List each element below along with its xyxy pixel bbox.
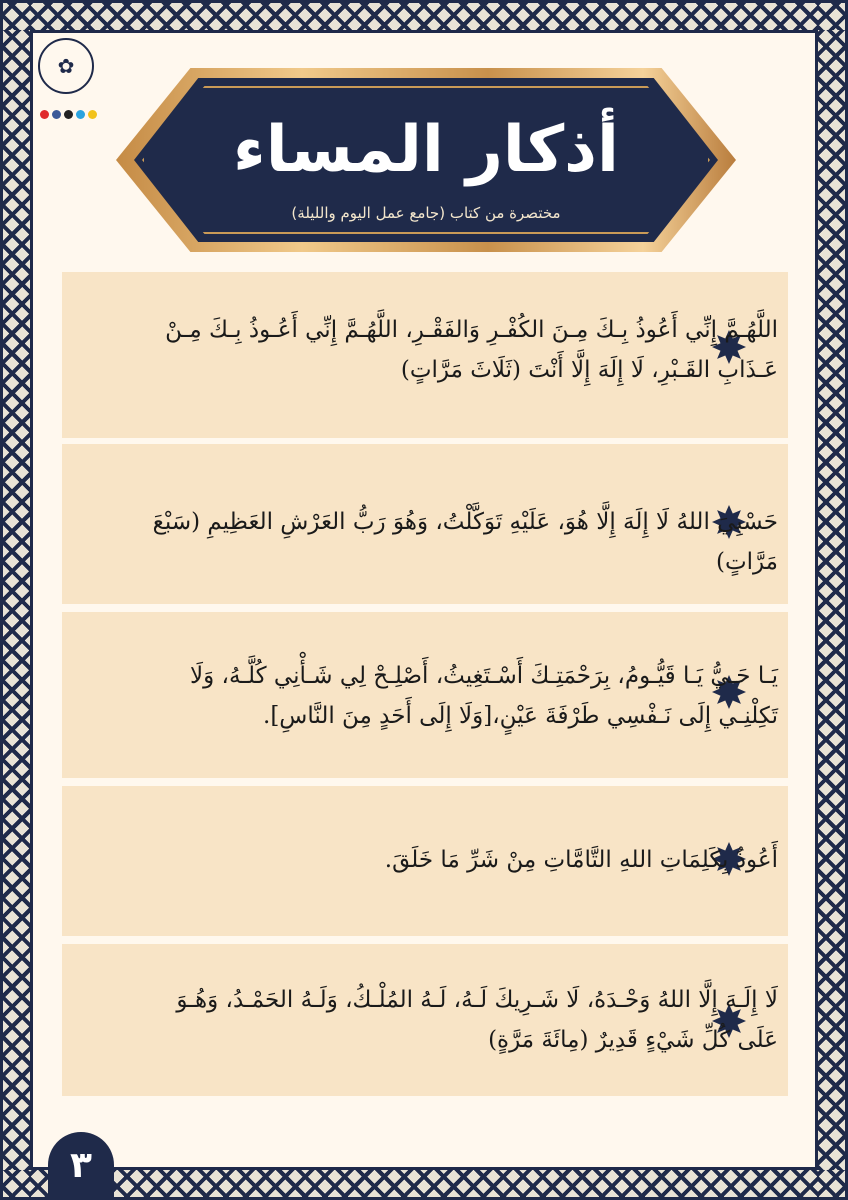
dhikr-text-3: يَـا حَـيُّ يَـا قَيُّـومُ، بِرَحْمَتِـكَ أَسْـتَغِيثُ، أَصْلِـحْ لِي شَـأْنِي كُلَّـهُ، وَلَا تَكِلْنِـي إِلَى نَـفْسِي طَرْفَةَ عَيْنٍ،[وَلَا إِلَى أَحَدٍ مِنَ النَّاسِ]. <box>190 663 778 729</box>
title-banner <box>116 68 736 252</box>
dhikr-text-4: أَعُوذُ بِكَلِمَاتِ اللهِ التَّامَّاتِ مِنْ شَرِّ مَا خَلَقَ. <box>384 847 778 873</box>
x-icon[interactable] <box>64 110 73 119</box>
dhikr-text-2: حَسْبِيَ اللهُ لَا إِلَهَ إِلَّا هُوَ، عَلَيْهِ تَوَكَّلْتُ، وَهُوَ رَبُّ العَرْشِ العَظِيمِ (سَبْعَ مَرَّاتٍ) <box>152 509 778 575</box>
facebook-icon[interactable] <box>52 110 61 119</box>
dhikr-text-1: اللَّهُـمَّ إِنِّي أَعُوذُ بِـكَ مِـنَ الكُفْـرِ وَالفَقْـرِ، اللَّهُـمَّ إِنِّي أَعُـوذُ بِـكَ مِـنْ عَـذَابِ القَـبْرِ، لَا إِلَهَ إِلَّا أَنْتَ (ثَلَاثَ مَرَّاتٍ) <box>165 317 778 383</box>
telegram-icon[interactable] <box>76 110 85 119</box>
page-subtitle: مختصرة من كتاب (جامع عمل اليوم والليلة) <box>291 204 561 222</box>
page-number: ٣ <box>48 1132 114 1200</box>
publisher-logo <box>38 38 94 94</box>
logo-calligraphy-icon: ✿ <box>57 54 75 78</box>
youtube-icon[interactable] <box>40 110 49 119</box>
snapchat-icon[interactable] <box>88 110 97 119</box>
dhikr-text-5: لَا إِلَـهَ إِلَّا اللهُ وَحْـدَهُ، لَا شَـرِيكَ لَـهُ، لَـهُ المُلْـكُ، وَلَـهُ الحَمْـدُ، وَهُـوَ عَلَى كُلِّ شَيْءٍ قَدِيرٌ (مِائَةَ مَرَّةٍ) <box>176 987 778 1053</box>
social-icons <box>40 110 97 119</box>
page-title: أذكار المساء <box>233 113 619 187</box>
